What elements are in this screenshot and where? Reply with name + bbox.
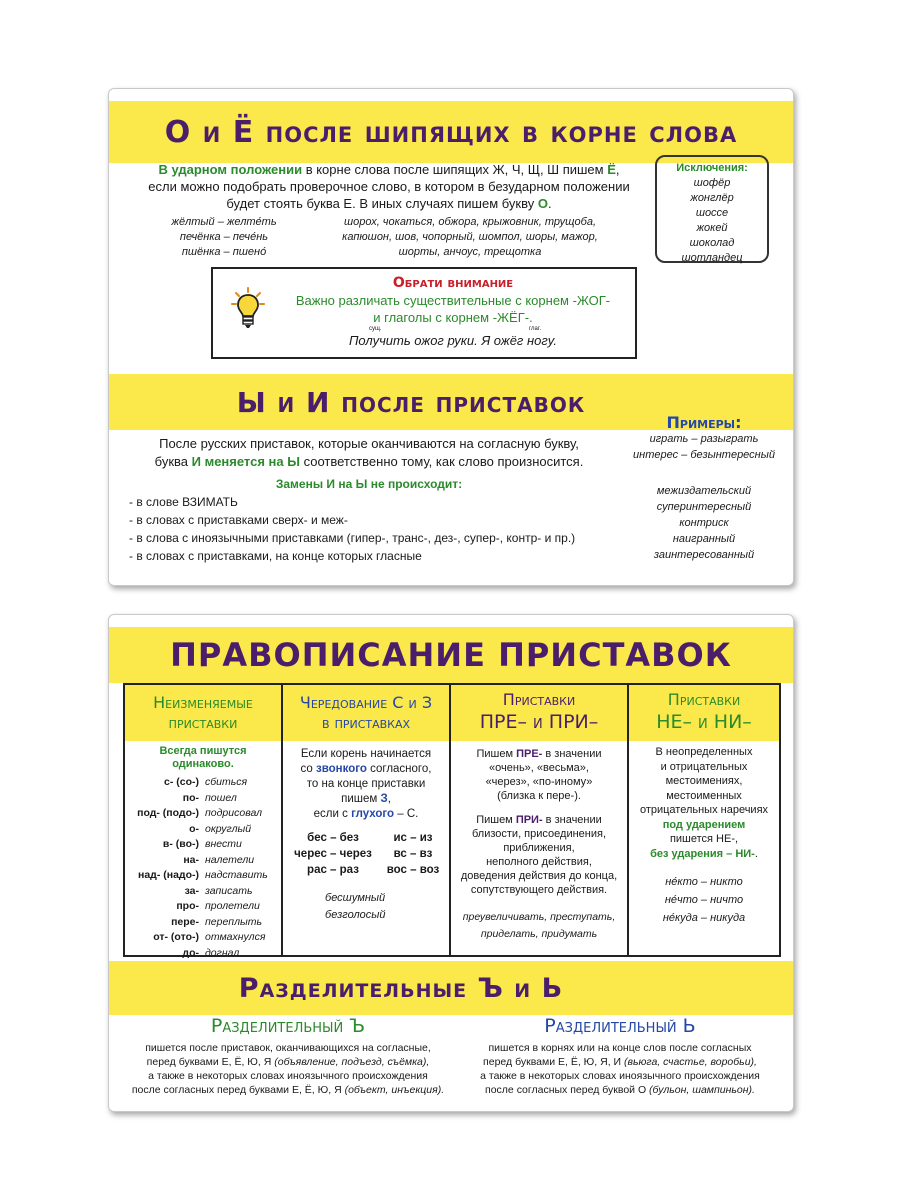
prefix: о- <box>189 822 199 835</box>
example-word: приделать, придумать <box>480 928 598 940</box>
table-row <box>125 822 281 838</box>
card1-title: О и Ё после шипящих в корне слова <box>164 114 738 150</box>
example-word: бесшумный <box>325 892 386 904</box>
rule-line-3: будет стоять буква Е. В иных случаях пишем букву <box>226 196 538 211</box>
col3-text: Пишем <box>476 814 516 826</box>
col4-line: местоимениях, <box>665 775 743 787</box>
no-change-list <box>129 493 649 565</box>
pair-row <box>283 846 449 862</box>
example-item: контриск <box>679 517 729 529</box>
table-row <box>125 899 281 915</box>
col3-header-line1: Приставки <box>502 690 576 709</box>
card-o-yo-after-sibilants <box>108 88 794 586</box>
prefix-table <box>123 683 781 957</box>
table-row <box>125 806 281 822</box>
col3-pre <box>451 747 627 803</box>
note-box <box>211 267 637 359</box>
example-word: безголосый <box>325 909 386 921</box>
col3-line: сопутствующего действия. <box>470 884 608 896</box>
col4-header-line1: Приставки <box>667 690 741 709</box>
col3-line: (близка к пере-). <box>497 790 581 802</box>
table-row <box>125 853 281 869</box>
col3-text: Пишем <box>476 748 517 760</box>
exception-item: шоссе <box>695 207 729 219</box>
col-invariant <box>125 685 283 959</box>
example-word: налетели <box>205 853 255 866</box>
exception-item: шофёр <box>693 177 731 189</box>
section2-title: Разделительные Ъ и Ь <box>238 972 564 1004</box>
col-s-z <box>283 685 451 955</box>
title-band <box>109 101 793 163</box>
col4-line: В неопределенных <box>655 746 753 758</box>
col4-line: отрицательных наречиях <box>639 804 769 816</box>
rule-letter-yo: Ё <box>607 162 616 177</box>
soft-sign-examples: (бульон, шампиньон). <box>649 1084 755 1096</box>
col3-line: «через», «по-иному» <box>485 776 593 788</box>
table-row <box>125 884 281 900</box>
no-change-title: Замены И на Ы не происходит: <box>275 477 463 491</box>
pair-right: вс – вз <box>393 848 433 860</box>
example-word: преувеличивать, преступать, <box>462 911 616 923</box>
soft-sign-line: пишется в корнях или на конце слов после согласных <box>488 1042 752 1054</box>
col4-header-line2: НЕ– и НИ– <box>656 711 752 733</box>
s2-line-2c: соответственно тому, как слово произносится. <box>299 454 584 469</box>
table-row <box>125 915 281 931</box>
hard-sign-examples: (объект, инъекция). <box>344 1084 445 1096</box>
example-item: интерес – безынтересный <box>633 449 775 461</box>
voiceless-word: глухого <box>351 808 395 820</box>
example-word: не́куда – никуда <box>662 912 746 924</box>
card2-title: ПРАВОПИСАНИЕ ПРИСТАВОК <box>170 636 732 674</box>
col2-header <box>283 685 449 741</box>
soft-sign-title: Разделительный Ь <box>544 1015 696 1037</box>
exception-item: шотландец <box>681 252 743 264</box>
letter-z: З <box>380 793 388 805</box>
example-item: играть – разыграть <box>649 433 759 445</box>
prefix-pre: ПРЕ- <box>516 748 543 760</box>
soft-sign-text: после согласных перед буквой О <box>485 1084 650 1096</box>
rule-highlight: В ударном положении <box>158 162 303 177</box>
col3-pri <box>451 813 627 897</box>
col2-header-line2: в приставках <box>321 713 411 732</box>
exception-item: жонглёр <box>690 192 734 204</box>
example-word: пошел <box>205 791 237 804</box>
col1-rows <box>125 775 281 961</box>
examples-right <box>315 215 625 260</box>
col2-text: если с <box>313 808 352 820</box>
example-word: подрисовал <box>205 807 263 819</box>
example-item: капюшон, шов, чопорный, шомпол, шоры, мажор, <box>342 231 598 243</box>
col3-line: «очень», «весьма», <box>489 762 589 774</box>
prefix: про- <box>176 900 199 912</box>
s2-line-2a: буква <box>154 454 192 469</box>
soft-sign-text: перед буквами Е, Ё, Ю, Я, И <box>483 1056 624 1068</box>
example-word: не́что – ничто <box>664 894 744 906</box>
examples-left <box>149 215 299 260</box>
example-item: шорты, анчоус, трещотка <box>398 246 542 258</box>
col-ne-ni <box>629 685 779 955</box>
hard-sign-title: Разделительный Ъ <box>210 1015 366 1037</box>
example-item: печёнка – пече́нь <box>179 231 269 243</box>
table-row <box>125 946 281 962</box>
list-item: - в словах с приставками, на конце которых гласные <box>129 549 422 563</box>
col1-lead-line1: Всегда пишутся <box>159 745 247 757</box>
prefix: в- (во-) <box>162 838 199 850</box>
col2-text: – С. <box>394 808 419 820</box>
exception-item: шоколад <box>689 237 735 249</box>
note-text <box>273 275 633 349</box>
example-item: пшёнка – пшено́ <box>181 246 267 258</box>
lightbulb-icon <box>231 287 265 336</box>
example-word: сбиться <box>205 776 248 788</box>
col-pre-pri <box>451 685 629 955</box>
rule-text-1: в корне слова после шипящих Ж, Ч, Щ, Ш пишем <box>302 162 608 177</box>
prefix: под- (подо-) <box>137 807 199 819</box>
col2-text: со <box>300 763 316 775</box>
prefix: за- <box>184 884 199 897</box>
example-word: внести <box>205 838 242 850</box>
unstressed-note: без ударения – НИ- <box>650 847 755 860</box>
note-line-1: Важно различать существительные с корнем -ЖОГ- <box>295 293 611 308</box>
example-word: записать <box>205 884 253 897</box>
rule-period: . <box>547 196 552 211</box>
rule-letter-o: О <box>537 196 548 211</box>
note-sup-verb: глаг. <box>529 326 542 332</box>
col4-line: пишется НЕ-, <box>669 833 739 845</box>
prefix: по- <box>182 791 199 804</box>
rule-text <box>109 161 669 212</box>
col3-header <box>451 685 627 741</box>
s2-rule <box>109 435 629 471</box>
col3-text: в значении <box>542 748 602 760</box>
example-item: суперинтересный <box>656 501 752 513</box>
list-item: - в слова с иноязычными приставками (гипер-, транс-, дез-, супер-, контр- и пр.) <box>129 531 576 545</box>
voiced-word: звонкого <box>316 763 367 775</box>
col4-examples <box>629 873 779 927</box>
col3-header-line2: ПРЕ– и ПРИ– <box>479 711 599 733</box>
pair-row <box>283 830 449 846</box>
col3-examples <box>451 909 627 943</box>
col2-rule <box>283 747 449 822</box>
prefix-pri: ПРИ- <box>515 814 543 826</box>
exception-item: жокей <box>696 222 728 234</box>
hard-sign-line: а также в некоторых словах иноязычного происхождения <box>148 1070 428 1082</box>
hard-sign-examples: (объявление, подъезд, съёмка), <box>274 1056 430 1068</box>
prefix: над- (надо-) <box>137 869 199 881</box>
list-item: - в словах с приставками сверх- и меж- <box>129 513 348 527</box>
section2-band <box>109 961 793 1015</box>
col3-line: приближения, <box>503 842 575 854</box>
hard-sign-block <box>125 1013 451 1097</box>
note-sup-noun: сущ. <box>369 326 382 332</box>
note-title: Обрати внимание <box>392 275 514 291</box>
rule-comma: , <box>615 162 620 177</box>
table-row <box>125 775 281 791</box>
pair-right: ис – из <box>393 832 433 844</box>
prefix: до- <box>182 946 199 959</box>
col2-examples <box>325 890 449 924</box>
example-item: жёлтый – желте́ть <box>171 216 277 228</box>
stressed-note: под ударением <box>662 818 746 831</box>
note-line-3: Получить ожог руки. Я ожёг ногу. <box>349 333 557 348</box>
prefix: на- <box>183 853 199 866</box>
col3-line: неполного действия, <box>486 856 592 868</box>
examples-title: Примеры: <box>666 413 742 432</box>
example-item: наигранный <box>672 533 736 545</box>
example-word: отмахнулся <box>205 931 266 943</box>
col2-text: пишем <box>341 793 381 805</box>
table-row <box>125 837 281 853</box>
exceptions-box <box>655 155 769 263</box>
prefix: пере- <box>171 915 199 928</box>
pair-row <box>283 862 449 878</box>
examples-panel <box>619 415 789 563</box>
hard-sign-text: перед буквами Е, Ё, Ю, Я <box>146 1056 275 1068</box>
pair-left: черес – через <box>294 848 372 860</box>
col2-text: согласного, <box>366 763 432 775</box>
soft-sign-line: а также в некоторых словах иноязычного происхождения <box>480 1070 760 1082</box>
table-row <box>125 930 281 946</box>
s2-line-1: После русских приставок, которые оканчиваются на согласную букву, <box>159 436 579 451</box>
col4-rule <box>629 745 779 861</box>
pair-left: бес – без <box>307 832 359 844</box>
s2-highlight: И меняется на Ы <box>191 454 300 469</box>
col2-text: , <box>387 793 391 805</box>
pair-left: рас – раз <box>307 864 359 876</box>
hard-sign-text: после согласных перед буквами Е, Ё, Ю, Я <box>131 1084 345 1096</box>
col4-text: . <box>754 847 758 860</box>
col1-header <box>125 685 281 741</box>
soft-sign-block <box>457 1013 783 1097</box>
col1-lead-line2: одинаково. <box>172 758 234 770</box>
col4-line: местоименных <box>666 789 742 802</box>
col1-lead <box>125 745 281 771</box>
example-word: переплыть <box>205 915 262 928</box>
col1-header-line2: приставки <box>168 713 238 732</box>
prefix: с- (со-) <box>164 776 199 788</box>
pair-right: вос – воз <box>386 864 440 876</box>
example-item: заинтересованный <box>653 549 755 561</box>
example-word: надставить <box>205 869 268 881</box>
title-band <box>109 627 793 683</box>
hard-sign-line: пишется после приставок, оканчивающихся на согласные, <box>145 1042 431 1054</box>
table-row <box>125 791 281 807</box>
example-item: шорох, чокаться, обжора, крыжовник, трущоба, <box>343 216 597 228</box>
col3-text: в значении <box>542 814 602 826</box>
table-row <box>125 868 281 884</box>
note-line-2: и глаголы с корнем -ЖЁГ-. <box>373 310 533 325</box>
prefix: от- (ото-) <box>153 931 199 943</box>
col2-header-line1: Чередование С и З <box>299 693 433 712</box>
card-prefix-spelling <box>108 614 794 1112</box>
example-item: межиздательский <box>656 485 752 497</box>
col1-header-line1: Неизменяемые <box>153 693 253 712</box>
col4-line: и отрицательных <box>660 760 748 773</box>
soft-sign-examples: (вьюга, счастье, воробьи), <box>624 1056 757 1068</box>
example-word: пролетели <box>205 900 260 912</box>
list-item: - в слове ВЗИМАТЬ <box>129 495 238 509</box>
col2-pairs <box>283 830 449 878</box>
col2-line: Если корень начинается <box>300 748 432 760</box>
example-word: догнал <box>205 946 240 959</box>
col2-line: то на конце приставки <box>306 778 426 790</box>
col4-header <box>629 685 779 741</box>
rule-line-2: если можно подобрать проверочное слово, в котором в безударном положении <box>148 179 630 194</box>
section2-title: Ы и И после приставок <box>236 385 586 419</box>
exceptions-title: Исключения: <box>676 162 748 174</box>
col3-line: близости, присоединения, <box>471 828 607 840</box>
example-word: не́кто – никто <box>665 876 743 888</box>
example-word: округлый <box>205 822 252 835</box>
col3-line: доведения действия до конца, <box>460 870 618 882</box>
